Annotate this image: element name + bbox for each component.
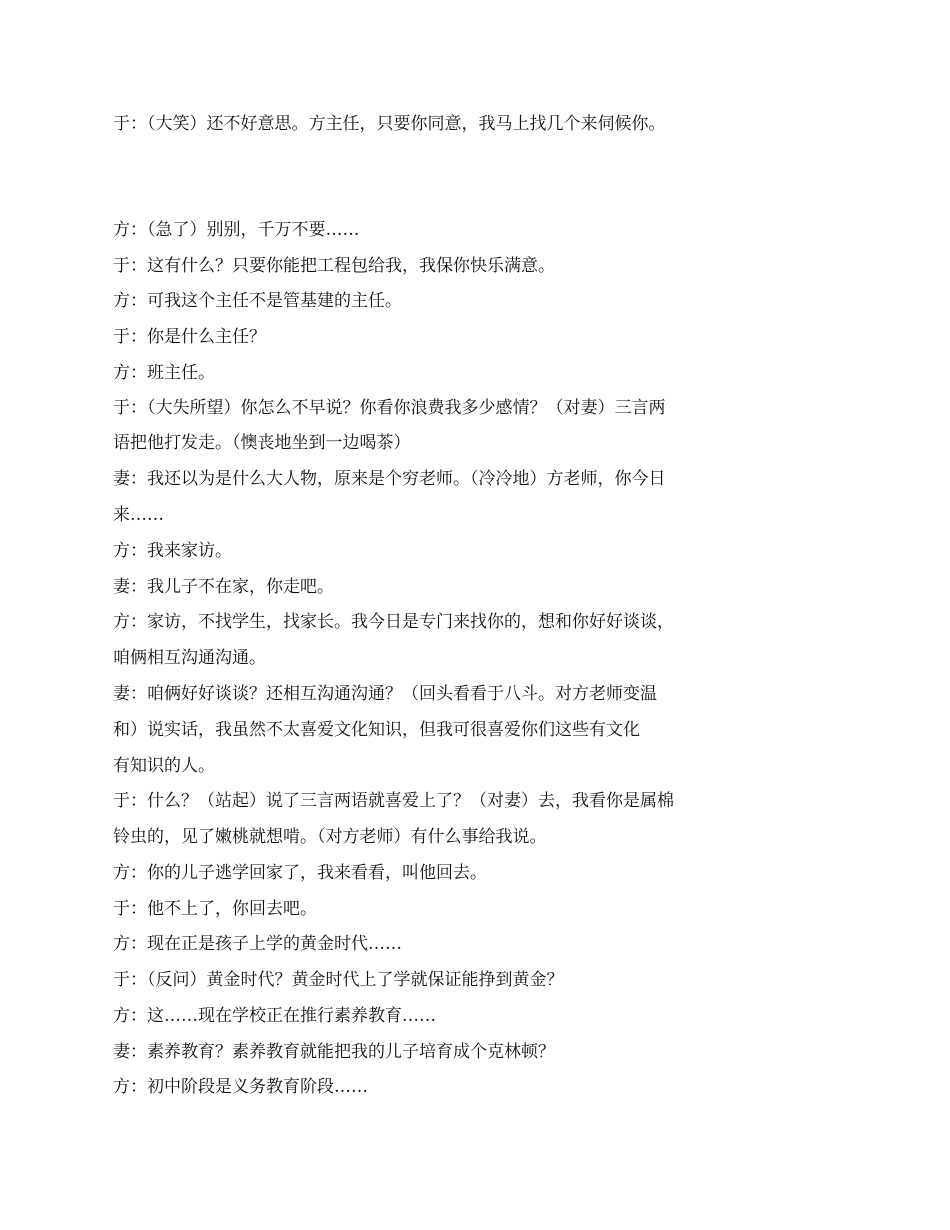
dialogue-line-15: 妻：咱俩好好谈谈？还相互沟通沟通？（回头看看于八斗。对方老师变温 [113,684,657,704]
dialogue-line-8: 语把他打发走。（懊丧地坐到一边喝茶） [113,433,411,453]
dialogue-line-18: 于：什么？（站起）说了三言两语就喜爱上了？（对妻）去，我看你是属棉 [113,791,674,811]
dialogue-line-1: 于：（大笑）还不好意思。方主任，只要你同意，我马上找几个来伺候你。 [113,114,666,134]
dialogue-line-5: 于：你是什么主任？ [113,327,266,347]
dialogue-line-9: 妻：我还以为是什么大人物，原来是个穷老师。（冷冷地）方老师，你今日 [113,469,666,489]
dialogue-line-26: 方：初中阶段是义务教育阶段…… [113,1077,368,1097]
dialogue-line-24: 方：这……现在学校正在推行素养教育…… [113,1006,436,1026]
dialogue-line-10: 来…… [113,505,164,525]
dialogue-line-4: 方：可我这个主任不是管基建的主任。 [113,291,402,311]
dialogue-line-13: 方：家访，不找学生，找家长。我今日是专门来找你的，想和你好好谈谈， [113,612,674,632]
dialogue-line-3: 于：这有什么？只要你能把工程包给我，我保你快乐满意。 [113,256,555,276]
dialogue-line-23: 于：（反问）黄金时代？黄金时代上了学就保证能挣到黄金？ [113,970,564,990]
dialogue-line-20: 方：你的儿子逃学回家了，我来看看，叫他回去。 [113,863,487,883]
dialogue-line-17: 有知识的人。 [113,756,215,776]
dialogue-line-2: 方：（急了）别别，千万不要…… [113,220,360,240]
dialogue-line-7: 于：（大失所望）你怎么不早说？你看你浪费我多少感情？（对妻）三言两 [113,398,666,418]
dialogue-line-12: 妻：我儿子不在家，你走吧。 [113,577,334,597]
dialogue-line-16: 和）说实话，我虽然不太喜爱文化知识，但我可很喜爱你们这些有文化 [113,720,640,740]
dialogue-line-6: 方：班主任。 [113,363,215,383]
dialogue-line-25: 妻：素养教育？素养教育就能把我的儿子培育成个克林顿？ [113,1042,555,1062]
dialogue-line-22: 方：现在正是孩子上学的黄金时代…… [113,934,402,954]
dialogue-line-19: 铃虫的，见了嫩桃就想啃。（对方老师）有什么事给我说。 [113,827,547,847]
dialogue-line-21: 于：他不上了，你回去吧。 [113,899,317,919]
dialogue-line-11: 方：我来家访。 [113,541,232,561]
dialogue-line-14: 咱俩相互沟通沟通。 [113,648,266,668]
